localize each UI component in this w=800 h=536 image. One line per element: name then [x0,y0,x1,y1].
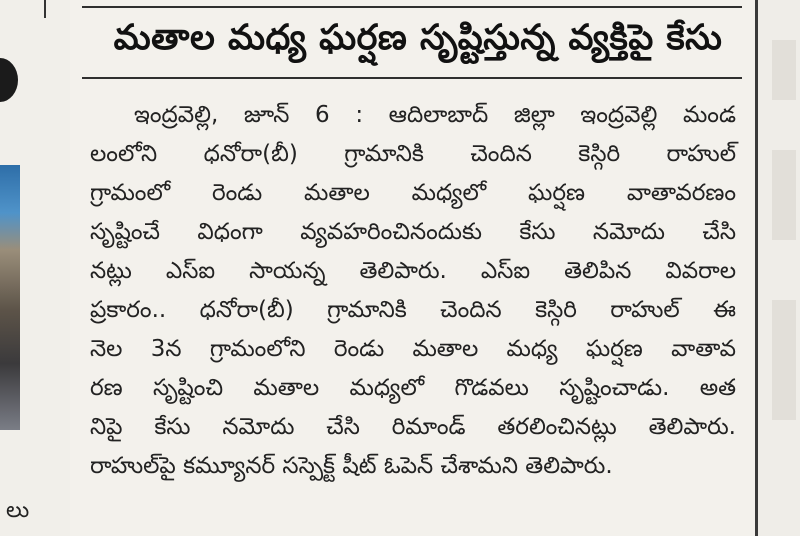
body-line: ఇంద్రవెల్లి, జూన్ 6 : ఆదిలాబాద్ జిల్లా ఇంద్రవెల్లి మండ [134,102,736,128]
neighbor-block [772,300,796,420]
headline-divider [82,77,742,79]
left-neighbor-column [0,0,70,536]
article-headline: మతాల మధ్య ఘర్షణ సృష్టిస్తున్న వ్యక్తిపై కేసు [113,18,723,58]
body-line: నెల 3న గ్రామంలోని రెండు మతాల మధ్య ఘర్షణ వాతావ [90,336,736,362]
body-line: లంలోని ధనోరా(బీ) గ్రామానికి చెందిన కెస్గిరి రాహుల్ [90,141,736,167]
body-line: గ్రామంలో రెండు మతాల మధ్యలో ఘర్షణ వాతావరణం [90,180,736,206]
article-body [90,96,736,486]
right-neighbor-column [755,0,800,536]
top-divider [82,6,742,8]
body-line: ప్రకారం.. ధనోరా(బీ) గ్రామానికి చెందిన కెస్గిరి రాహుల్ ఈ [90,297,736,323]
neighbor-text-fragment: లు [6,498,30,523]
body-line: నట్లు ఎస్ఐ సాయన్న తెలిపారు. ఎస్ఐ తెలిపిన వివరాల [90,258,736,284]
neighbor-block [772,150,796,240]
news-article [82,0,754,536]
logo-badge-fragment [0,58,18,102]
body-line: నిపై కేసు నమోదు చేసి రిమాండ్ తరలించినట్లు తెలిపారు. [90,414,736,440]
photo-fragment [0,165,20,430]
body-line: సృష్టించే విధంగా వ్యవహరించినందుకు కేసు నమోదు చేసి [90,219,736,245]
neighbor-block [772,40,796,100]
body-line: రాహుల్‌పై కమ్యూనర్ సస్పెక్ట్ షీట్ ఓపెన్ చేశామని తెలిపారు. [90,453,613,479]
column-rule [44,0,64,18]
body-line: రణ సృష్టించి మతాల మధ్యలో గొడవలు సృష్టించాడు. అత [90,375,736,401]
